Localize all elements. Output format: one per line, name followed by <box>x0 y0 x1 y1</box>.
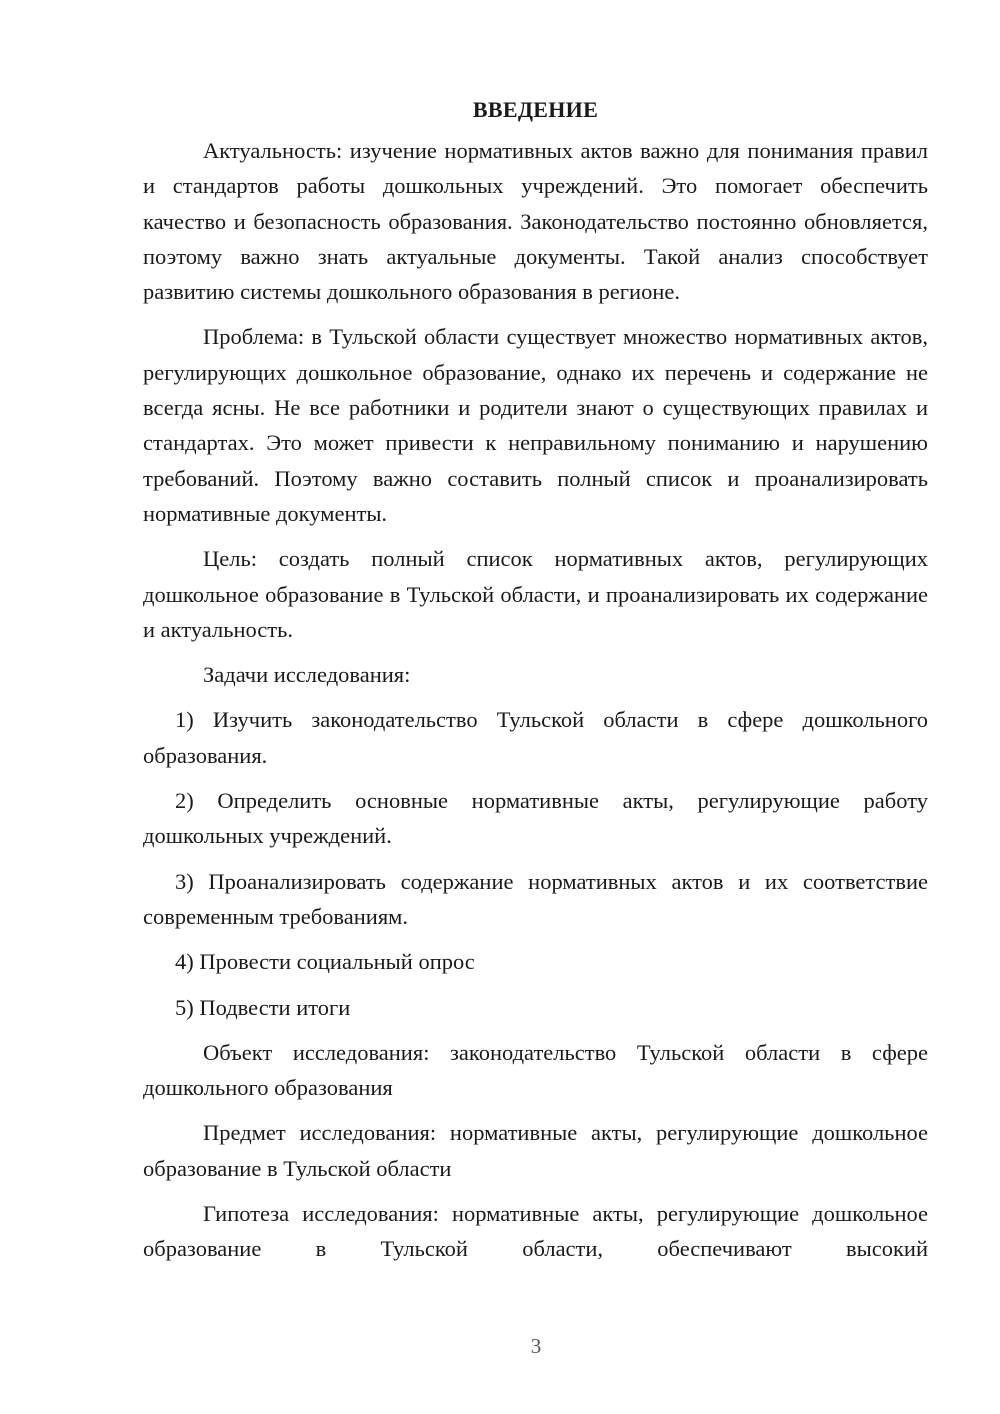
paragraph-object: Объект исследования: законодательство Тульской области в сфере дошкольного образования <box>143 1039 928 1101</box>
document-page <box>143 95 928 1277</box>
page-number: 3 <box>530 1334 542 1358</box>
paragraph-subject: Предмет исследования: нормативные акты, регулирующие дошкольное образование в Тульской области <box>143 1120 928 1181</box>
task-item: 4) Провести социальный опрос <box>175 949 475 975</box>
paragraph-goal: Цель: создать полный список нормативных актов, регулирующих дошкольное образование в Тульской области, и проанализировать их содержание и актуальность. <box>143 546 928 642</box>
task-item: 3) Проанализировать содержание нормативных актов и их соответствие современным требованиям. <box>143 868 928 929</box>
section-title: ВВЕДЕНИЕ <box>472 97 599 122</box>
task-item: 2) Определить основные нормативные акты, регулирующие работу дошкольных учреждений. <box>143 788 928 849</box>
paragraph-relevance: Актуальность: изучение нормативных актов важно для понимания правил и стандартов работы дошкольных учреждений. Это помогает обеспечить качество и безопасность образования. Законодательство постоянно обновляется, поэтому важно знать актуальные документы. Такой анализ способствует развитию системы дошкольного образования в регионе. <box>143 138 928 305</box>
paragraph-hypothesis: Гипотеза исследования: нормативные акты, регулирующие дошкольное образование в Тульской области, обеспечивают высокий <box>143 1201 928 1262</box>
paragraph-problem: Проблема: в Тульской области существует множество нормативных актов, регулирующих дошкольное образование, однако их перечень и содержание не всегда ясны. Не все работники и родители знают о существующих правилах и стандартах. Это может привести к неправильному пониманию и нарушению требований. Поэтому важно составить полный список и проанализировать нормативные документы. <box>143 324 928 526</box>
task-item: 1) Изучить законодательство Тульской области в сфере дошкольного образования. <box>143 707 928 768</box>
task-item: 5) Подвести итоги <box>175 994 351 1020</box>
paragraph-tasks-heading: Задачи исследования: <box>203 662 411 688</box>
